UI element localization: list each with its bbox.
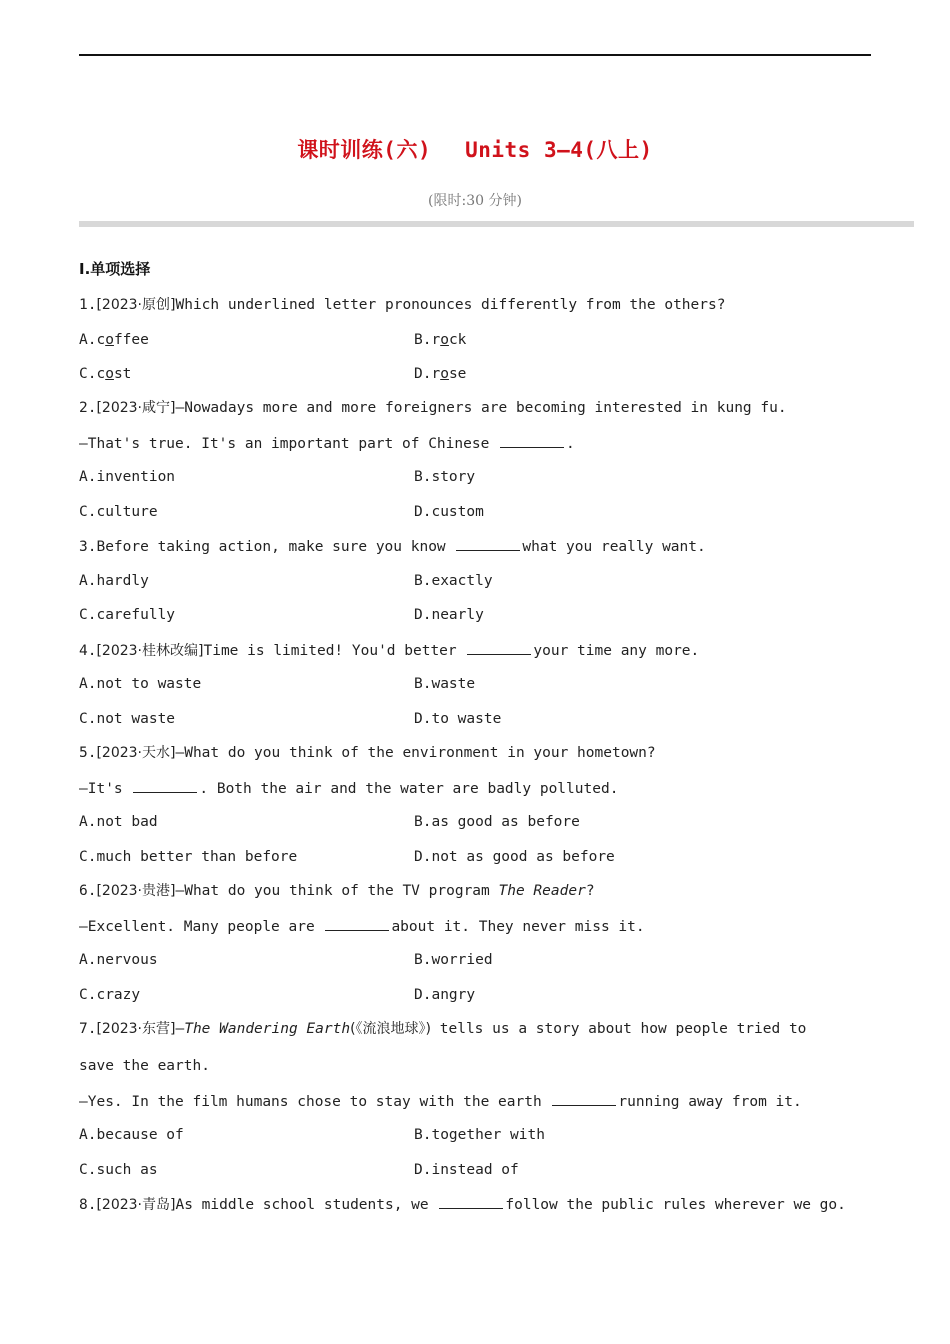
question-6: 6.[2023·贵港]—What do you think of the TV program The Reader? [79,883,595,899]
q1-option-b[interactable]: B.rock [414,332,467,348]
q6-option-a[interactable]: A.nervous [79,952,158,968]
q5-option-d[interactable]: D.not as good as before [414,849,615,865]
title-en: Units 3—4(八上) [465,138,653,162]
q5-option-a[interactable]: A.not bad [79,814,158,830]
question-7-line-2: —Yes. In the film humans chose to stay with the earth running away from it. [79,1091,802,1112]
q1-option-a[interactable]: A.coffee [79,332,149,348]
section-heading: Ⅰ.单项选择 [79,260,151,278]
q5-option-b[interactable]: B.as good as before [414,814,580,830]
answer-blank[interactable] [467,640,531,655]
q4-option-d[interactable]: D.to waste [414,711,502,727]
q2-option-d[interactable]: D.custom [414,504,484,520]
q4-option-b[interactable]: B.waste [414,676,476,692]
q6-option-d[interactable]: D.angry [414,987,476,1003]
q3-option-a[interactable]: A.hardly [79,573,149,589]
q7-option-d[interactable]: D.instead of [414,1162,519,1178]
q5-option-c[interactable]: C.much better than before [79,849,298,865]
answer-blank[interactable] [325,916,389,931]
question-3: 3.Before taking action, make sure you know what you really want. [79,536,706,557]
q7-option-c[interactable]: C.such as [79,1162,158,1178]
q3-option-c[interactable]: C.carefully [79,607,176,623]
q2-option-b[interactable]: B.story [414,469,476,485]
answer-blank[interactable] [133,778,197,793]
answer-blank[interactable] [439,1194,503,1209]
q6-option-c[interactable]: C.crazy [79,987,141,1003]
question-6-line-2: —Excellent. Many people are about it. They never miss it. [79,916,645,937]
q1-option-c[interactable]: C.cost [79,366,132,382]
q7-option-b[interactable]: B.together with [414,1127,545,1143]
q7-option-a[interactable]: A.because of [79,1127,184,1143]
question-5: 5.[2023·天水]—What do you think of the environment in your hometown? [79,745,656,761]
answer-blank[interactable] [456,536,520,551]
q3-option-d[interactable]: D.nearly [414,607,484,623]
question-7: 7.[2023·东营]—The Wandering Earth(《流浪地球》) tells us a story about how people tried to [79,1021,807,1037]
answer-blank[interactable] [500,433,564,448]
question-1: 1.[2023·原创]Which underlined letter pronounces differently from the others? [79,297,726,313]
question-7-line-1b: save the earth. [79,1058,210,1074]
title-cn: 课时训练(六) [297,138,432,162]
q2-option-a[interactable]: A.invention [79,469,176,485]
page-title [0,134,950,164]
divider-bar [79,221,914,227]
q4-option-c[interactable]: C.not waste [79,711,176,727]
question-2-line-2: —That's true. It's an important part of Chinese . [79,433,575,454]
q1-option-d[interactable]: D.rose [414,366,467,382]
question-5-line-2: —It's . Both the air and the water are badly polluted. [79,778,618,799]
q6-option-b[interactable]: B.worried [414,952,493,968]
q2-option-c[interactable]: C.culture [79,504,158,520]
q4-option-a[interactable]: A.not to waste [79,676,202,692]
answer-blank[interactable] [552,1091,616,1106]
top-rule [79,54,871,56]
question-2: 2.[2023·咸宁]—Nowadays more and more foreigners are becoming interested in kung fu. [79,400,787,416]
q3-option-b[interactable]: B.exactly [414,573,493,589]
question-8: 8.[2023·青岛]As middle school students, we follow the public rules wherever we go. [79,1194,846,1215]
time-limit: (限时:30 分钟) [428,193,522,209]
question-4: 4.[2023·桂林改编]Time is limited! You'd better your time any more. [79,640,699,661]
